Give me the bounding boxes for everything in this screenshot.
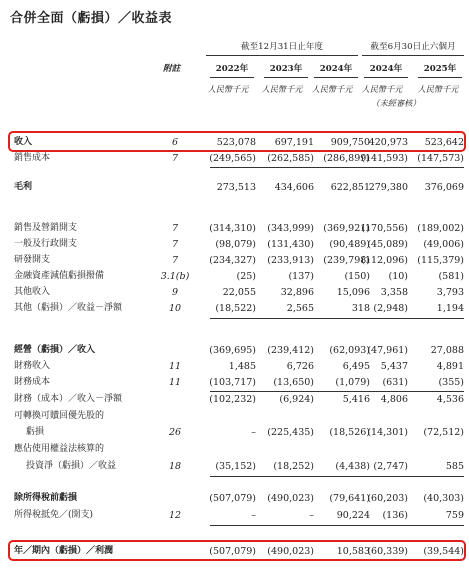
cell-value: (369,921) (323, 223, 370, 234)
cell-value: (262,585) (267, 153, 314, 164)
cell-value: 22,055 (222, 287, 256, 298)
row-label: 研發開支 (14, 255, 51, 265)
cell-value: (2,948) (373, 303, 408, 314)
cell-value: (49,006) (423, 239, 464, 250)
cell-value: 279,380 (368, 182, 408, 193)
table-row (0, 362, 469, 376)
row-note: 26 (168, 427, 182, 438)
cell-value: (239,798) (323, 255, 370, 266)
cell-value: (25) (236, 271, 256, 282)
table-row (0, 304, 469, 318)
table-row (0, 154, 469, 168)
cell-value: (141,593) (361, 153, 408, 164)
row-label: 財務成本 (14, 377, 51, 387)
unaudited-label: （未經審核） (371, 98, 421, 108)
cell-value: (47,961) (367, 345, 408, 356)
cell-value: (14,301) (367, 427, 408, 438)
cell-value: (60,339) (367, 546, 408, 557)
row-label: 銷售及營銷開支 (14, 223, 78, 233)
cell-value: 4,806 (380, 394, 408, 405)
unit-label: 人民幣千元 (207, 84, 249, 94)
note-column-header: 附註 (163, 64, 181, 74)
table-row (0, 428, 469, 442)
cell-value: 585 (445, 461, 464, 472)
cell-value: (314,310) (209, 223, 256, 234)
cell-value: (490,023) (267, 546, 314, 557)
table-row (0, 138, 469, 152)
cell-value: 434,606 (274, 182, 314, 193)
row-note: 11 (168, 361, 182, 372)
table-row (0, 183, 469, 197)
cell-value: (507,079) (209, 546, 256, 557)
cell-value: 318 (351, 303, 370, 314)
table-row (0, 547, 469, 561)
cell-value: (234,327) (209, 255, 256, 266)
cell-value: (239,412) (267, 345, 314, 356)
row-note: 7 (171, 239, 179, 250)
table-row (0, 272, 469, 286)
rule (210, 391, 464, 392)
row-note: 7 (171, 153, 179, 164)
cell-value: 759 (445, 510, 464, 521)
year-header-2022: 2022年 (210, 65, 254, 78)
cell-value: 4,536 (436, 394, 464, 405)
table-row (0, 288, 469, 302)
table-row (0, 445, 469, 459)
year-header-2024: 2024年 (314, 65, 358, 78)
row-note: 3.1(b) (160, 271, 190, 282)
cell-value: (60,203) (367, 493, 408, 504)
cell-value: 1,194 (436, 303, 464, 314)
row-label: 應佔使用權益法核算的 (14, 444, 105, 454)
table-row (0, 256, 469, 270)
cell-value: (1,079) (335, 377, 370, 388)
cell-value: (103,717) (209, 377, 256, 388)
cell-value: 3,358 (380, 287, 408, 298)
row-label: 虧損 (26, 427, 45, 437)
cell-value: (2,747) (373, 461, 408, 472)
cell-value: 32,896 (280, 287, 314, 298)
cell-value: 6,726 (286, 361, 314, 372)
cell-value: (62,093) (329, 345, 370, 356)
row-label: 投資淨（虧損）／收益 (26, 461, 117, 471)
cell-value: 523,642 (424, 137, 464, 148)
row-note: 10 (168, 303, 182, 314)
cell-value: (112,096) (361, 255, 408, 266)
table-row (0, 412, 469, 426)
cell-value: (286,899) (323, 153, 370, 164)
cell-value: (225,435) (267, 427, 314, 438)
cell-value: 5,437 (380, 361, 408, 372)
row-label: 收入 (14, 137, 33, 147)
row-note: 18 (168, 461, 182, 472)
unit-label: 人民幣千元 (261, 84, 303, 94)
year-header-2024-h1: 2024年 (364, 65, 408, 78)
row-label: 財務收入 (14, 361, 51, 371)
cell-value: 909,750 (330, 137, 370, 148)
row-label: 銷售成本 (14, 153, 51, 163)
cell-value: (490,023) (267, 493, 314, 504)
row-note: 9 (171, 287, 179, 298)
table-row (0, 378, 469, 392)
table-row (0, 511, 469, 525)
rule (210, 476, 464, 477)
cell-value: (72,512) (423, 427, 464, 438)
cell-value: (98,079) (215, 239, 256, 250)
row-label: 經營（虧損）／收入 (14, 345, 96, 355)
cell-value: (233,913) (267, 255, 314, 266)
cell-value: (39,544) (423, 546, 464, 557)
cell-value: (369,695) (209, 345, 256, 356)
cell-value: (355) (438, 377, 464, 388)
cell-value: 376,069 (424, 182, 464, 193)
cell-value: 420,973 (368, 137, 408, 148)
row-label: 所得稅抵免／(開支) (14, 510, 94, 520)
table-row (0, 395, 469, 409)
cell-value: (631) (382, 377, 408, 388)
page-title: 合併全面（虧損）／收益表 (10, 11, 173, 26)
row-label: 一般及行政開支 (14, 239, 78, 249)
cell-value: (170,556) (361, 223, 408, 234)
cell-value: 27,088 (430, 345, 464, 356)
cell-value: (45,089) (367, 239, 408, 250)
cell-value: 90,224 (336, 510, 370, 521)
cell-value: (343,999) (267, 223, 314, 234)
cell-value: 622,851 (330, 182, 370, 193)
cell-value: (6,924) (279, 394, 314, 405)
cell-value: 523,078 (216, 137, 256, 148)
cell-value: (150) (344, 271, 370, 282)
cell-value: – (251, 510, 256, 521)
cell-value: (581) (438, 271, 464, 282)
cell-value: (79,641) (329, 493, 370, 504)
cell-value: 2,565 (286, 303, 314, 314)
table-row (0, 224, 469, 238)
cell-value: (13,650) (273, 377, 314, 388)
unit-label: 人民幣千元 (361, 84, 403, 94)
cell-value: (4,438) (335, 461, 370, 472)
unit-label: 人民幣千元 (311, 84, 353, 94)
year-header-2023: 2023年 (264, 65, 308, 78)
row-label: 財務（成本）／收入－淨額 (14, 394, 123, 404)
table-row (0, 346, 469, 360)
row-label: 其他（虧損）／收益－淨額 (14, 303, 123, 313)
year-header-2025-h1: 2025年 (418, 65, 462, 78)
rule (210, 525, 464, 526)
rule (210, 318, 464, 319)
cell-value: 3,793 (436, 287, 464, 298)
row-label: 可轉換可贖回優先股的 (14, 411, 105, 421)
cell-value: (249,565) (209, 153, 256, 164)
row-label: 毛利 (14, 182, 33, 192)
cell-value: (10) (388, 271, 408, 282)
cell-value: (115,379) (417, 255, 464, 266)
cell-value: (189,002) (417, 223, 464, 234)
cell-value: 4,891 (436, 361, 464, 372)
row-note: 11 (168, 377, 182, 388)
row-label: 其他收入 (14, 287, 51, 297)
cell-value: 5,416 (342, 394, 370, 405)
cell-value: – (251, 427, 256, 438)
table-row (0, 240, 469, 254)
group-header-annual: 截至12月31日止年度 (206, 43, 358, 56)
row-label: 除所得稅前虧損 (14, 493, 78, 503)
unit-label: 人民幣千元 (417, 84, 459, 94)
cell-value: (102,232) (209, 394, 256, 405)
row-note: 7 (171, 255, 179, 266)
cell-value: (18,522) (215, 303, 256, 314)
row-note: 7 (171, 223, 179, 234)
table-row (0, 494, 469, 508)
cell-value: (137) (288, 271, 314, 282)
table-row (0, 462, 469, 476)
row-note: 12 (168, 510, 182, 521)
cell-value: (18,252) (273, 461, 314, 472)
cell-value: (507,079) (209, 493, 256, 504)
cell-value: 6,495 (342, 361, 370, 372)
cell-value: (18,526) (329, 427, 370, 438)
cell-value: (40,303) (423, 493, 464, 504)
rule (210, 167, 464, 168)
row-label: 金融資產減值虧損撥備 (14, 271, 105, 281)
cell-value: (136) (382, 510, 408, 521)
cell-value: (131,430) (267, 239, 314, 250)
cell-value: (147,573) (417, 153, 464, 164)
cell-value: 273,513 (216, 182, 256, 193)
cell-value: – (309, 510, 314, 521)
cell-value: (35,152) (215, 461, 256, 472)
cell-value: 15,096 (336, 287, 370, 298)
cell-value: 1,485 (228, 361, 256, 372)
cell-value: (90,489) (329, 239, 370, 250)
cell-value: 10,583 (336, 546, 370, 557)
row-note: 6 (171, 137, 179, 148)
group-header-interim: 截至6月30日止六個月 (362, 43, 464, 56)
row-label: 年／期內（虧損）／利潤 (14, 546, 114, 556)
cell-value: 697,191 (274, 137, 314, 148)
